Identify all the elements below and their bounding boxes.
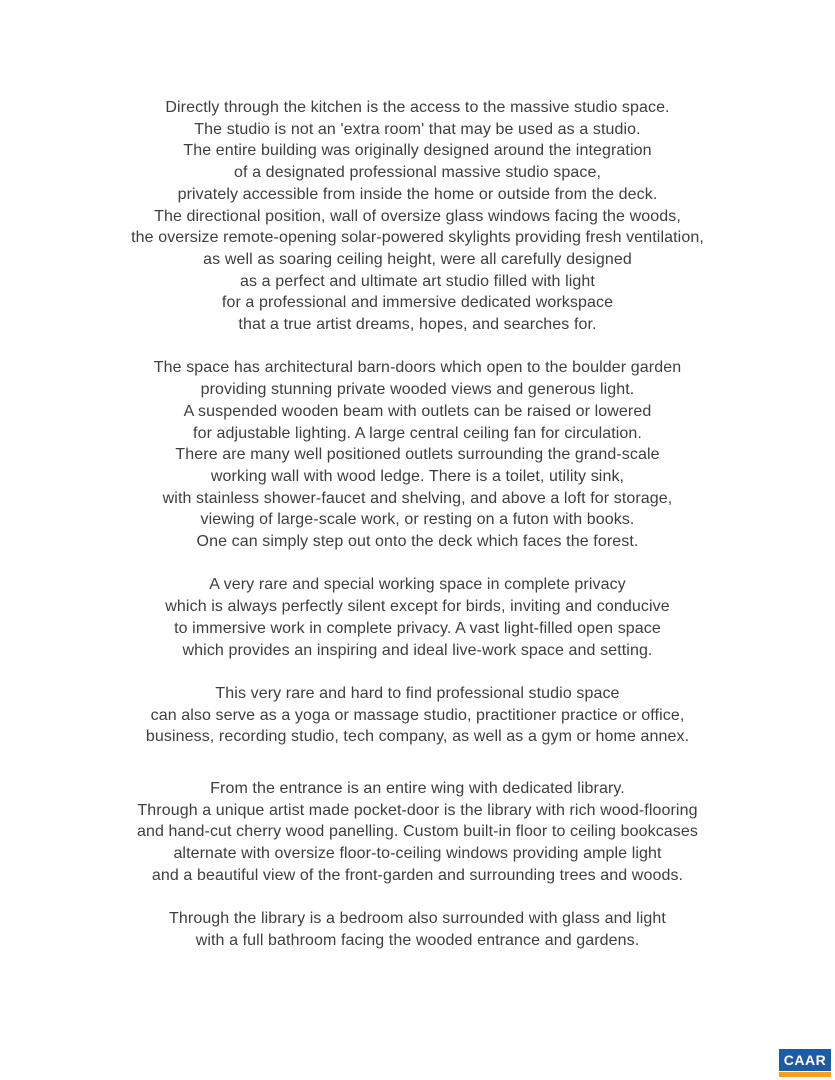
text-line: Directly through the kitchen is the access to the massive studio space. <box>165 99 670 116</box>
text-line: for adjustable lighting. A large central ceiling fan for circulation. <box>193 424 642 442</box>
paragraph-library-wing <box>0 778 835 887</box>
text-line: working wall with wood ledge. There is a toilet, utility sink, <box>210 467 625 485</box>
text-line: with a full bathroom facing the wooded entrance and gardens. <box>195 931 640 949</box>
text-line: A suspended wooden beam with outlets can be raised or lowered <box>183 402 652 420</box>
text-line: as a perfect and ultimate art studio filled with light <box>240 272 595 290</box>
paragraph-studio-features <box>0 357 835 552</box>
text-line: of a designated professional massive studio space, <box>234 164 601 182</box>
text-line: Through the library is a bedroom also surrounded with glass and light <box>169 910 666 928</box>
text-line: to immersive work in complete privacy. A vast light-filled open space <box>174 619 661 637</box>
text-line: as well as soaring ceiling height, were all carefully designed <box>203 250 632 268</box>
paragraph-alternate-uses <box>0 683 835 748</box>
text-line: alternate with oversize floor-to-ceiling windows providing ample light <box>173 845 662 863</box>
text-line: This very rare and hard to find professional studio space <box>215 684 620 702</box>
text-line: which is always perfectly silent except for birds, inviting and conducive <box>165 598 670 616</box>
caar-logo-wordmark: CAAR <box>779 1049 831 1071</box>
text-line: which provides an inspiring and ideal live-work space and setting. <box>182 641 653 659</box>
text-line: There are many well positioned outlets surrounding the grand-scale <box>175 446 660 464</box>
text-line: From the entrance is an entire wing with dedicated library. <box>210 780 625 798</box>
text-line: the oversize remote-opening solar-powered skylights providing fresh ventilation, <box>131 229 704 247</box>
text-line: for a professional and immersive dedicated workspace <box>221 294 614 312</box>
text-line: The entire building was originally designed around the integration <box>183 142 652 160</box>
paragraph-studio-access <box>0 97 835 336</box>
caar-logo <box>779 1049 831 1077</box>
text-line: and a beautiful view of the front-garden and surrounding trees and woods. <box>151 866 684 884</box>
text-line: Through a unique artist made pocket-door is the library with rich wood-flooring <box>137 801 698 819</box>
text-line: and hand-cut cherry wood panelling. Custom built-in floor to ceiling bookcases <box>137 823 698 841</box>
caar-logo-stripe <box>779 1072 831 1077</box>
text-line: The studio is not an 'extra room' that may be used as a studio. <box>194 120 641 138</box>
paragraph-privacy <box>0 574 835 661</box>
text-line: can also serve as a yoga or massage studio, practitioner practice or office, <box>150 706 685 724</box>
text-line: with stainless shower-faucet and shelving, and above a loft for storage, <box>162 489 673 507</box>
text-line: The space has architectural barn-doors which open to the boulder garden <box>153 359 682 377</box>
text-line: business, recording studio, tech company, as well as a gym or home annex. <box>145 728 690 746</box>
text-line: One can simply step out onto the deck which faces the forest. <box>196 533 639 551</box>
text-line: The directional position, wall of oversize glass windows facing the woods, <box>154 207 681 225</box>
text-line: privately accessible from inside the home or outside from the deck. <box>177 185 658 203</box>
text-line: A very rare and special working space in complete privacy <box>209 576 626 594</box>
text-line: that a true artist dreams, hopes, and searches for. <box>238 316 597 334</box>
text-line: providing stunning private wooded views and generous light. <box>200 381 635 399</box>
paragraph-bedroom <box>0 908 835 951</box>
text-line: viewing of large-scale work, or resting on a futon with books. <box>200 511 635 529</box>
